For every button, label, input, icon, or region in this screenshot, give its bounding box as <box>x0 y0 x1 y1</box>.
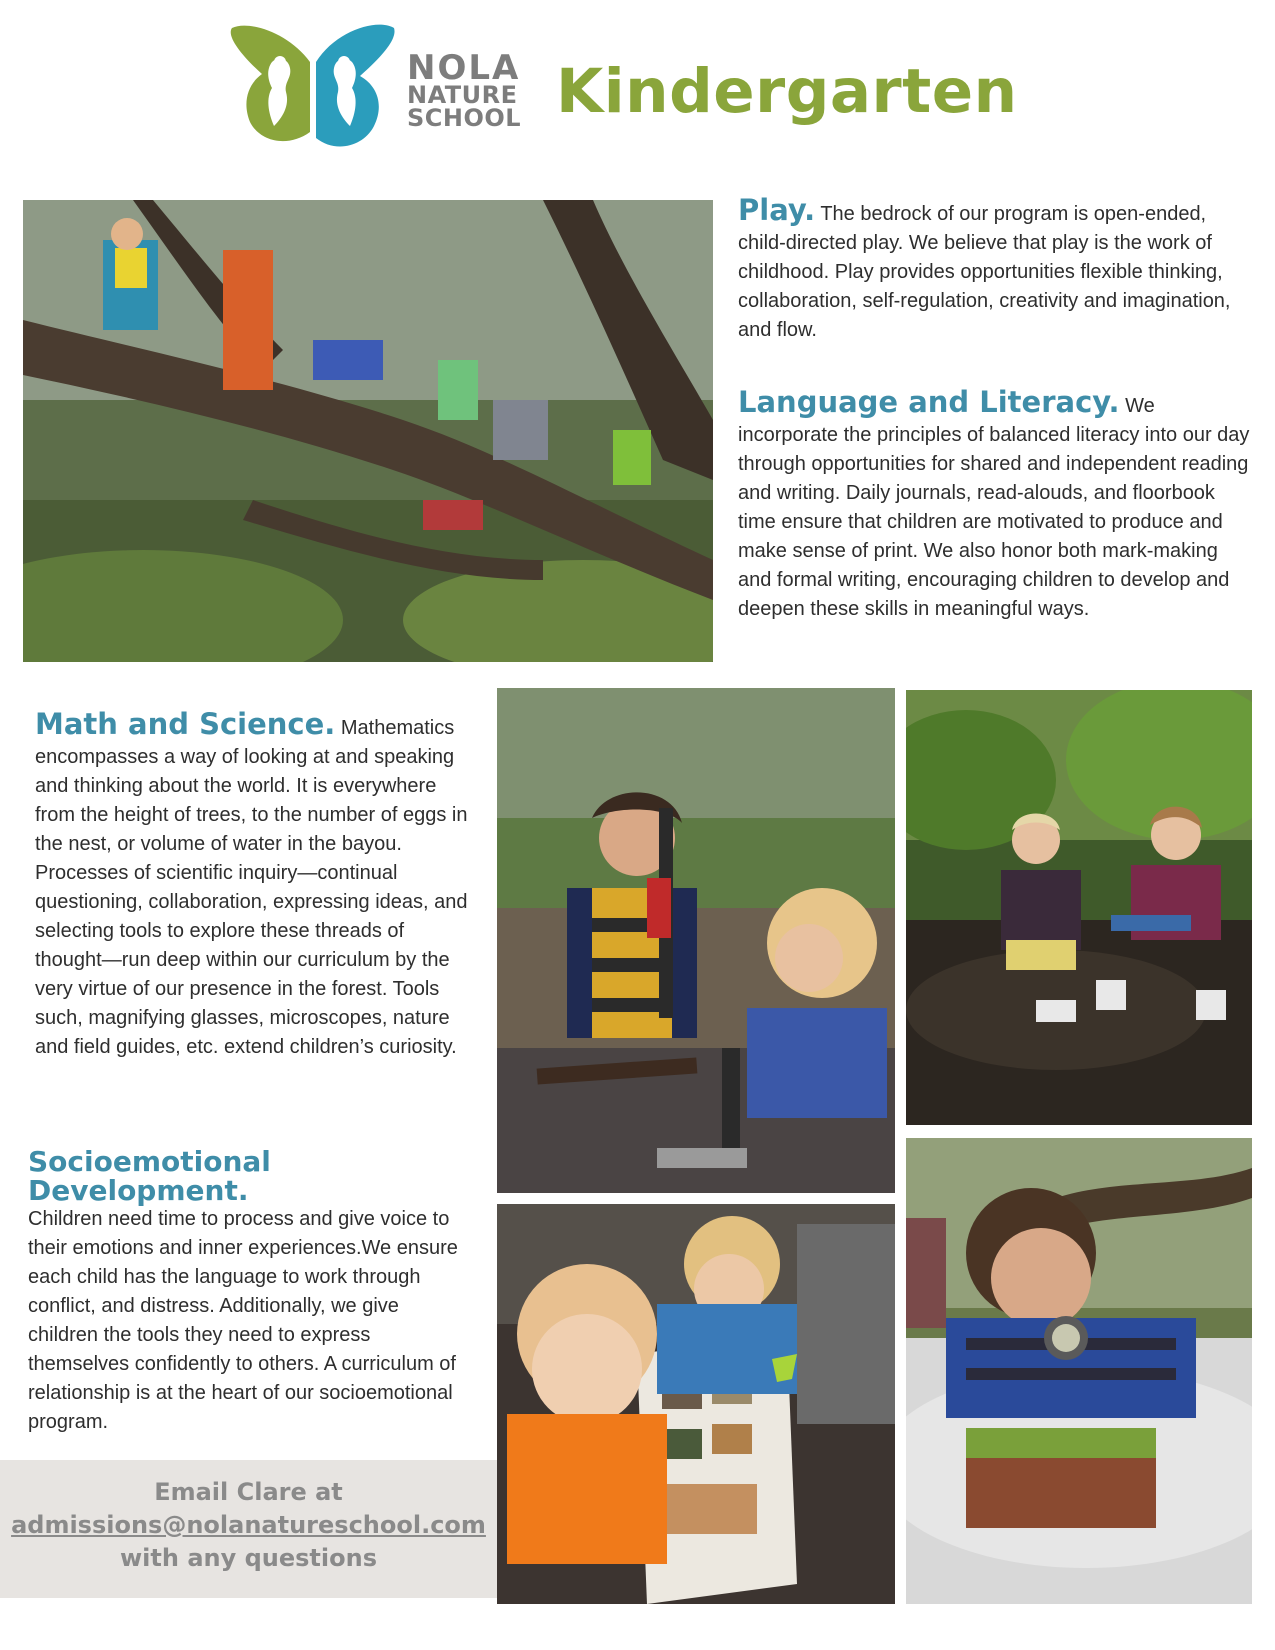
math-heading: Math and Science. <box>35 707 336 741</box>
section-language-literacy <box>738 385 1250 624</box>
photo-children-climbing-tree <box>23 200 713 662</box>
play-body: The bedrock of our program is open-ended, child-directed play. We believe that play is the work of childhood. Play provides opportunities flexible thinking, collaboration, self-regulation, creativity and imagination, and flow. <box>738 203 1231 341</box>
photo-children-field-guide <box>497 1204 895 1604</box>
socio-heading: Socioemotional Development. <box>28 1145 271 1207</box>
section-math-science <box>35 707 475 1062</box>
organization-name <box>407 48 522 133</box>
org-line-1: NOLA <box>407 48 521 88</box>
photo-children-drilling-wood <box>497 688 895 1193</box>
org-line-3: SCHOOL <box>407 104 522 133</box>
section-play <box>738 193 1250 345</box>
org-line-2: NATURE <box>407 81 518 110</box>
play-heading: Play. <box>738 193 816 227</box>
email-link[interactable]: admissions@nolanatureschool.com <box>11 1511 486 1539</box>
contact-footer <box>0 1460 497 1598</box>
language-heading: Language and Literacy. <box>738 385 1120 419</box>
footer-line-1: Email Clare at <box>154 1478 343 1506</box>
section-socioemotional <box>28 1147 468 1437</box>
page-title: Kindergarten <box>556 56 1018 127</box>
footer-line-3: with any questions <box>120 1544 377 1572</box>
photo-children-reading-books <box>906 690 1252 1125</box>
socio-body: Children need time to process and give voice to their emotions and inner experiences.We ensure each child has the language to work through conflict, and distress. Additionally, we give children the tools they need to express themselves confidently to others. A curriculum of relationship is at the heart of our socioemotional program. <box>28 1208 458 1433</box>
photo-child-magnifying-glass <box>906 1138 1252 1604</box>
school-logo-butterfly <box>228 22 398 158</box>
math-body: Mathematics encompasses a way of looking at and speaking and thinking about the world. It is everywhere from the height of trees, to the number of eggs in the nest, or volume of water in the bayou. Processes of scientific inquiry—continual questioning, collaboration, expressing ideas, and selecting tools to explore these threads of thought—run deep within our curriculum by the very virtue of our presence in the forest. Tools such, magnifying glasses, microscopes, nature and field guides, etc. extend children’s curiosity. <box>35 717 468 1058</box>
language-body: We incorporate the principles of balanced literacy into our day through opportunities for shared and independent reading and writing. Daily journals, read-alouds, and floorbook time ensure that children are motivated to produce and make sense of print. We also honor both mark-making and formal writing, encouraging children to develop and deepen these skills in meaningful ways. <box>738 395 1250 620</box>
